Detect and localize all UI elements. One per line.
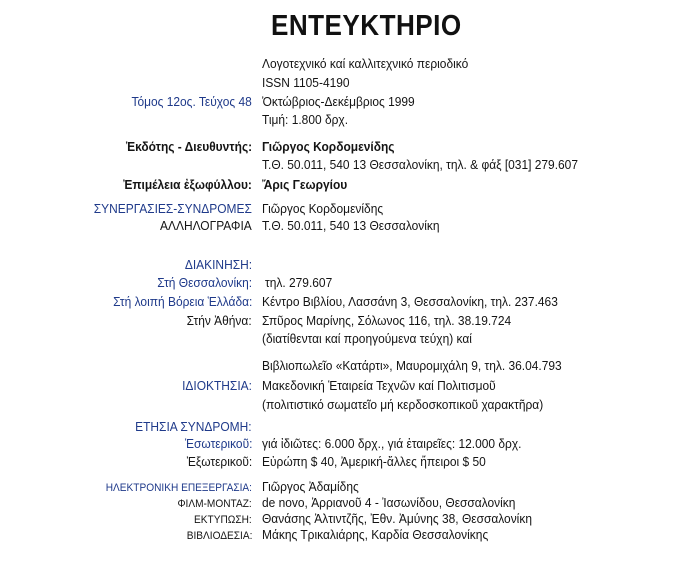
film-montage-value: de novo, Ἀρριανοῦ 4 - Ἰασωνίδου, Θεσσαλονίκη <box>262 495 516 510</box>
volume-issue: Τόμος 12ος. Τεύχος 48 <box>131 94 252 109</box>
athens-label: Στήν Ἀθήνα: <box>186 313 252 328</box>
thessaloniki-label: Στή Θεσσαλονίκη: <box>157 275 252 290</box>
e-processing-label: ΗΛΕΚΤΡΟΝΙΚΗ ΕΠΕΞΕΡΓΑΣΙΑ: <box>105 482 252 494</box>
ownership-note: (πολιτιστικό σωματεῖο μή κερδοσκοπικοῦ χαρακτῆρα) <box>262 397 544 412</box>
film-montage-label: ΦΙΛΜ-ΜΟΝΤΑΖ: <box>177 498 252 510</box>
e-processing-value: Γιῶργος Ἀδαμίδης <box>262 479 359 494</box>
printing-value: Θανάσης Ἀλτιντζῆς, Ἐθν. Ἀμύνης 38, Θεσσαλονίκη <box>262 511 532 526</box>
internal-label: Ἐσωτερικοῦ: <box>184 436 252 451</box>
issue-period: Ὀκτώβριος-Δεκέμβριος 1999 <box>262 94 415 109</box>
cover-label: Ἐπιμέλεια ἐξωφύλλου: <box>123 177 252 192</box>
distribution-heading: ΔΙΑΚΙΝΗΣΗ: <box>184 257 252 272</box>
athens-bookshop: Βιβλιοπωλεῖο «Κατάρτι», Μαυρομιχάλη 9, τηλ. 36.04.793 <box>262 358 562 373</box>
correspondence-label: ΑΛΛΗΛΟΓΡΑΦΙΑ <box>160 218 252 233</box>
publisher-label: Ἐκδότης - Διευθυντής: <box>125 139 252 154</box>
internal-price: γιά ἰδιῶτες: 6.000 δρχ., γιά ἑταιρεῖες: 12.000 δρχ. <box>262 436 522 451</box>
binding-label: ΒΙΒΛΙΟΔΕΣΙΑ: <box>186 530 252 542</box>
external-label: Ἐξωτερικοῦ: <box>186 454 252 469</box>
cover-artist: Ἄρις Γεωργίου <box>262 177 348 192</box>
ownership-label: ΙΔΙΟΚΤΗΣΙΑ: <box>182 378 252 393</box>
collaborations-value: Γιῶργος Κορδομενίδης <box>262 201 384 216</box>
correspondence-value: Τ.Θ. 50.011, 540 13 Θεσσαλονίκη <box>262 218 440 233</box>
publisher-name: Γιῶργος Κορδομενίδης <box>262 139 395 154</box>
publisher-address: Τ.Θ. 50.011, 540 13 Θεσσαλονίκη, τηλ. & φάξ [031] 279.607 <box>262 157 578 172</box>
ownership-value: Μακεδονική Ἑταιρεία Τεχνῶν καί Πολιτισμοῦ <box>262 378 496 393</box>
north-greece-value: Κέντρο Βιβλίου, Λασσάνη 3, Θεσσαλονίκη, τηλ. 237.463 <box>262 294 558 309</box>
north-greece-label: Στή λοιπή Βόρεια Ἑλλάδα: <box>112 294 252 309</box>
athens-value: Σπῦρος Μαρίνης, Σόλωνος 116, τηλ. 38.19.724 <box>262 313 512 328</box>
magazine-title: ΕΝΤΕΥΚΤΗΡΙΟ <box>271 10 462 42</box>
external-price: Εὐρώπη $ 40, Ἀμερική-ἄλλες ἤπειροι $ 50 <box>262 454 486 469</box>
binding-value: Μάκης Τρικαλιάρης, Καρδία Θεσσαλονίκης <box>262 527 489 542</box>
thessaloniki-value: τηλ. 279.607 <box>265 275 333 290</box>
printing-label: ΕΚΤΥΠΩΣΗ: <box>194 514 252 526</box>
subtitle: Λογοτεχνικό καί καλλιτεχνικό περιοδικό <box>262 56 469 71</box>
price: Τιμή: 1.800 δρχ. <box>262 112 349 127</box>
subscription-heading: ΕΤΗΣΙΑ ΣΥΝΔΡΟΜΗ: <box>135 419 252 434</box>
issn: ISSN 1105-4190 <box>262 75 350 90</box>
collaborations-label: ΣΥΝΕΡΓΑΣΙΕΣ-ΣΥΝΔΡΟΜΕΣ <box>93 201 252 216</box>
athens-note: (διατίθενται καί προηγούμενα τεύχη) καί <box>262 331 472 346</box>
